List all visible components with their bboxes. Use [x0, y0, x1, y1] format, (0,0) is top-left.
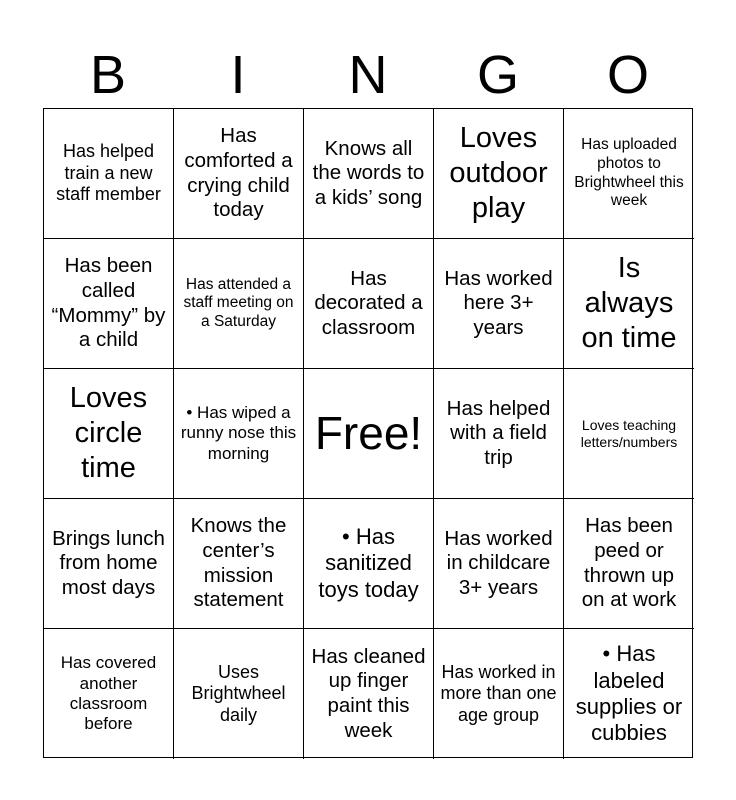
- header-letter-o: O: [606, 45, 649, 105]
- bingo-cell[interactable]: • Has labeled supplies or cubbies: [575, 641, 683, 746]
- bingo-cell[interactable]: Has been peed or thrown up on at work: [564, 499, 694, 629]
- bingo-board: [43, 108, 693, 758]
- bingo-cell[interactable]: Has been called “Mommy” by a child: [44, 239, 174, 369]
- bingo-cell[interactable]: Has decorated a classroom: [304, 239, 434, 369]
- header-letter-n: N: [348, 45, 388, 105]
- bingo-cell[interactable]: Has worked here 3+ years: [434, 239, 564, 369]
- bingo-cell[interactable]: Loves circle time: [44, 369, 174, 499]
- bingo-cell[interactable]: Has helped with a field trip: [434, 369, 564, 499]
- bingo-cell[interactable]: Is always on time: [564, 239, 694, 369]
- bingo-cell[interactable]: Knows the center’s mission statement: [174, 499, 304, 629]
- header-letter-i: I: [230, 45, 246, 105]
- bingo-cell[interactable]: Has worked in childcare 3+ years: [434, 499, 564, 629]
- bingo-cell[interactable]: Has helped train a new staff member: [44, 109, 174, 239]
- bingo-cell[interactable]: • Has sanitized toys today: [304, 499, 434, 629]
- bingo-cell[interactable]: Brings lunch from home most days: [44, 499, 174, 629]
- bingo-cell[interactable]: Knows all the words to a kids’ song: [304, 109, 434, 239]
- bingo-cell[interactable]: Loves teaching letters/numbers: [564, 369, 694, 499]
- bingo-cell[interactable]: Loves outdoor play: [434, 109, 564, 239]
- bingo-header: [43, 40, 693, 110]
- bingo-cell[interactable]: Has cleaned up finger paint this week: [304, 629, 434, 759]
- bingo-cell[interactable]: Uses Brightwheel daily: [174, 629, 304, 759]
- header-letter-g: G: [476, 45, 519, 105]
- header-letter-b: B: [89, 45, 127, 105]
- bingo-cell[interactable]: Has comforted a crying child today: [174, 109, 304, 239]
- bingo-cell[interactable]: Has uploaded photos to Brightwheel this week: [564, 109, 694, 239]
- bingo-cell[interactable]: Has attended a staff meeting on a Saturday: [174, 239, 304, 369]
- bingo-cell[interactable]: Has covered another classroom before: [44, 629, 174, 759]
- bingo-cell[interactable]: • Has wiped a runny nose this morning: [174, 369, 304, 499]
- bingo-cell[interactable]: Has worked in more than one age group: [434, 629, 564, 759]
- free-space-cell[interactable]: Free!: [304, 369, 434, 499]
